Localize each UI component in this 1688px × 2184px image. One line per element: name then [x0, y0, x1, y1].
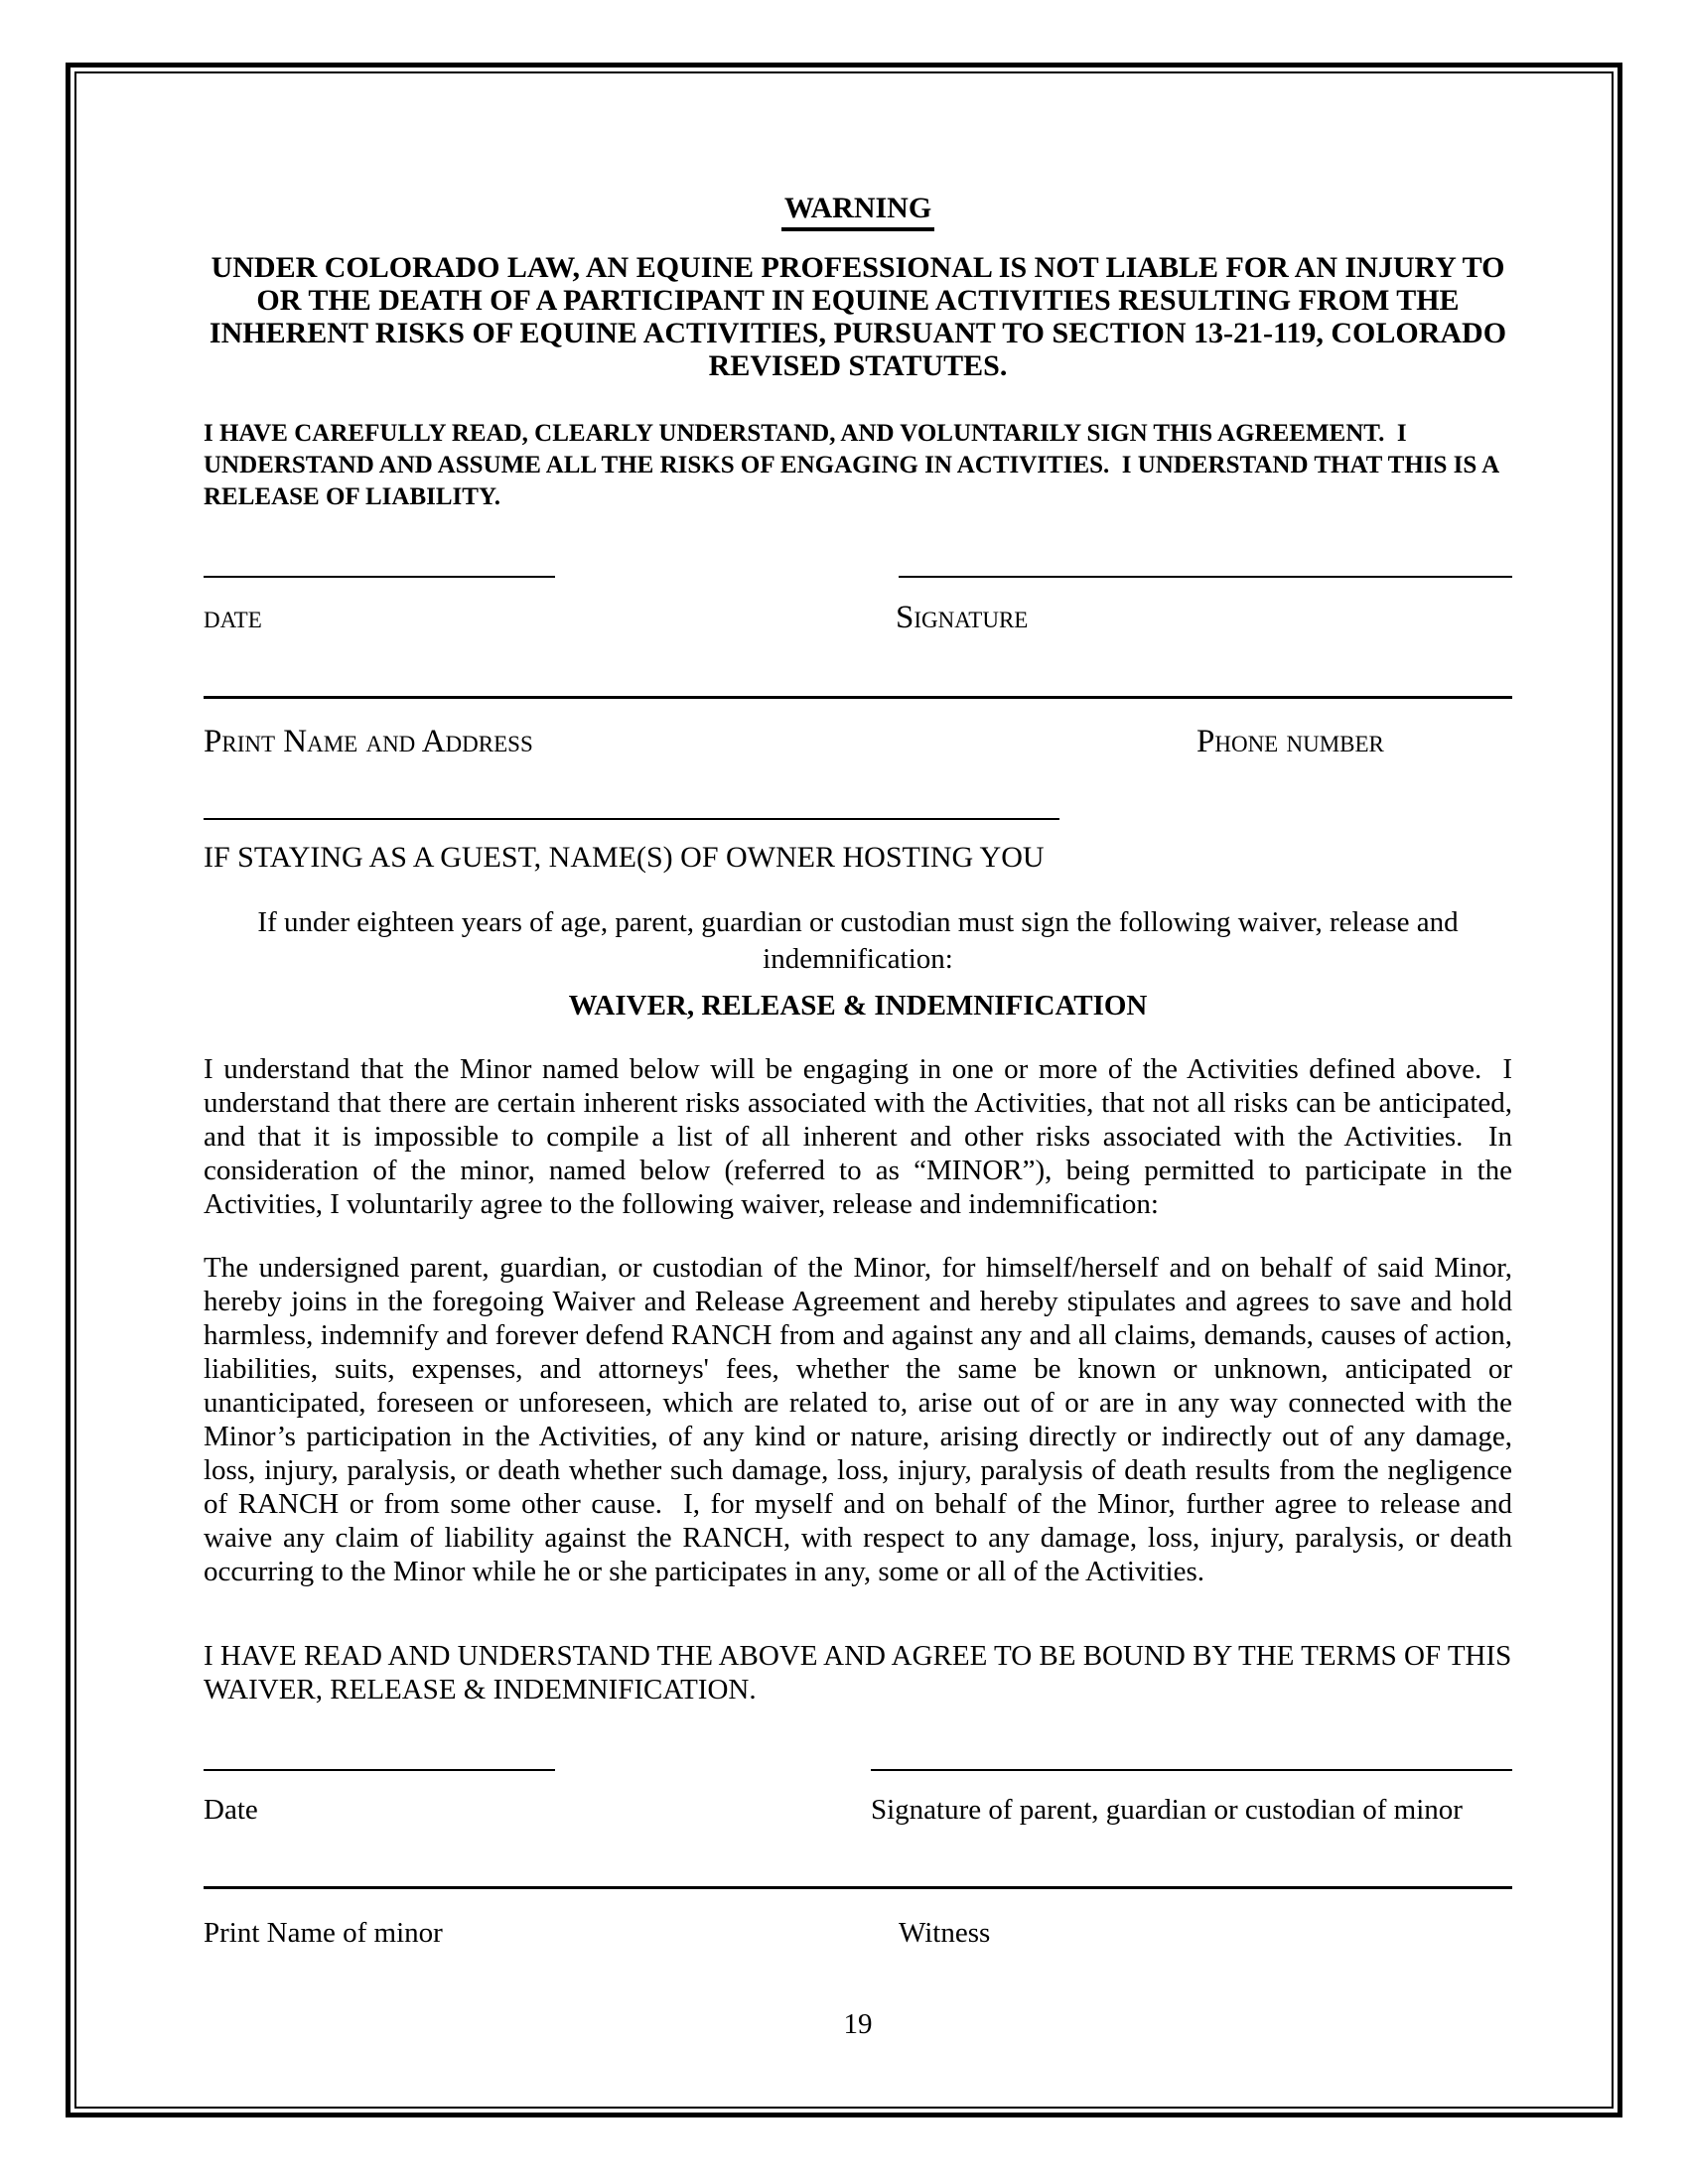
participant-signature-label: Signature — [896, 600, 1029, 635]
participant-phone-label: Phone number — [1196, 724, 1384, 759]
minor-waiver-intro: If under eighteen years of age, parent, guardian or custodian must sign the following waiver, release and indemnification: — [257, 906, 1459, 975]
minor-signature-line — [871, 1769, 1512, 1771]
statute-heading: UNDER COLORADO LAW, AN EQUINE PROFESSIONAL IS NOT LIABLE FOR AN INJURY TO OR THE DEATH OF A PARTICIPANT IN EQUINE ACTIVITIES RESULTING FROM THE INHERENT RISKS OF EQUINE ACTIVITIES, PURSUANT TO SECTION 13-21-119, COLORADO REVISED STATUTES. — [209, 251, 1507, 382]
participant-name-address-line — [204, 696, 1512, 699]
warning-title — [204, 192, 1512, 231]
witness-label: Witness — [899, 1917, 991, 1949]
participant-date-line — [204, 576, 555, 578]
minor-waiver-title: WAIVER, RELEASE & INDEMNIFICATION — [568, 990, 1148, 1022]
warning-title-text: WARNING — [781, 192, 934, 231]
minor-print-name-line — [204, 1886, 1512, 1889]
participant-acknowledgement: I HAVE CAREFULLY READ, CLEARLY UNDERSTAND, AND VOLUNTARILY SIGN THIS AGREEMENT. I UNDERSTAND AND ASSUME ALL THE RISKS OF ENGAGING IN ACTIVITIES. I UNDERSTAND THAT THIS IS A RELEASE OF LIABILITY. — [204, 420, 1505, 510]
minor-waiver-paragraph-2: The undersigned parent, guardian, or custodian of the Minor, for himself/herself and on behalf of said Minor, hereby joins in the foregoing Waiver and Release Agreement and hereby stipulates and agrees to save and hold harmless, indemnify and forever defend RANCH from and against any and all claims, demands, causes of action, liabilities, suits, expenses, and attorneys' fees, whether the same be known or unknown, anticipated or unanticipated, foreseen or unforeseen, which are related to, arise out of or are in any way connected with the Minor’s participation in the Activities, of any kind or nature, arising directly or indirectly out of any damage, loss, injury, paralysis, or death whether such damage, loss, injury, paralysis of death results from the negligence of RANCH or from some other cause. I, for myself and on behalf of the Minor, further agree to release and waive any claim of liability against the RANCH, with respect to any damage, loss, injury, paralysis, or death occurring to the Minor while he or she participates in any, some or all of the Activities. — [204, 1252, 1520, 1587]
minor-date-label: Date — [204, 1794, 258, 1826]
minor-date-line — [204, 1769, 555, 1771]
minor-waiver-paragraph-1: I understand that the Minor named below will be engaging in one or more of the Activities defined above. I understand that there are certain inherent risks associated with the Activities, that not all risks can be anticipated, and that it is impossible to compile a list of all inherent and other risks associated with the Activities. In consideration of the minor, named below (referred to as “MINOR”), being permitted to participate in the Activities, I voluntarily agree to the following waiver, release and indemnification: — [204, 1053, 1520, 1220]
guest-host-label: IF STAYING AS A GUEST, NAME(S) OF OWNER HOSTING YOU — [204, 841, 1045, 874]
minor-waiver-acknowledgement: I HAVE READ AND UNDERSTAND THE ABOVE AND AGREE TO BE BOUND BY THE TERMS OF THIS WAIVER, RELEASE & INDEMNIFICATION. — [204, 1640, 1519, 1706]
page-number: 19 — [843, 2008, 873, 2040]
minor-print-name-label: Print Name of minor — [204, 1917, 443, 1949]
participant-name-address-label: Print Name and Address — [204, 724, 533, 759]
participant-signature-line — [899, 576, 1512, 578]
participant-date-label: date — [204, 600, 262, 635]
minor-signature-label: Signature of parent, guardian or custodian of minor — [871, 1794, 1463, 1826]
guest-host-line — [204, 818, 1059, 820]
